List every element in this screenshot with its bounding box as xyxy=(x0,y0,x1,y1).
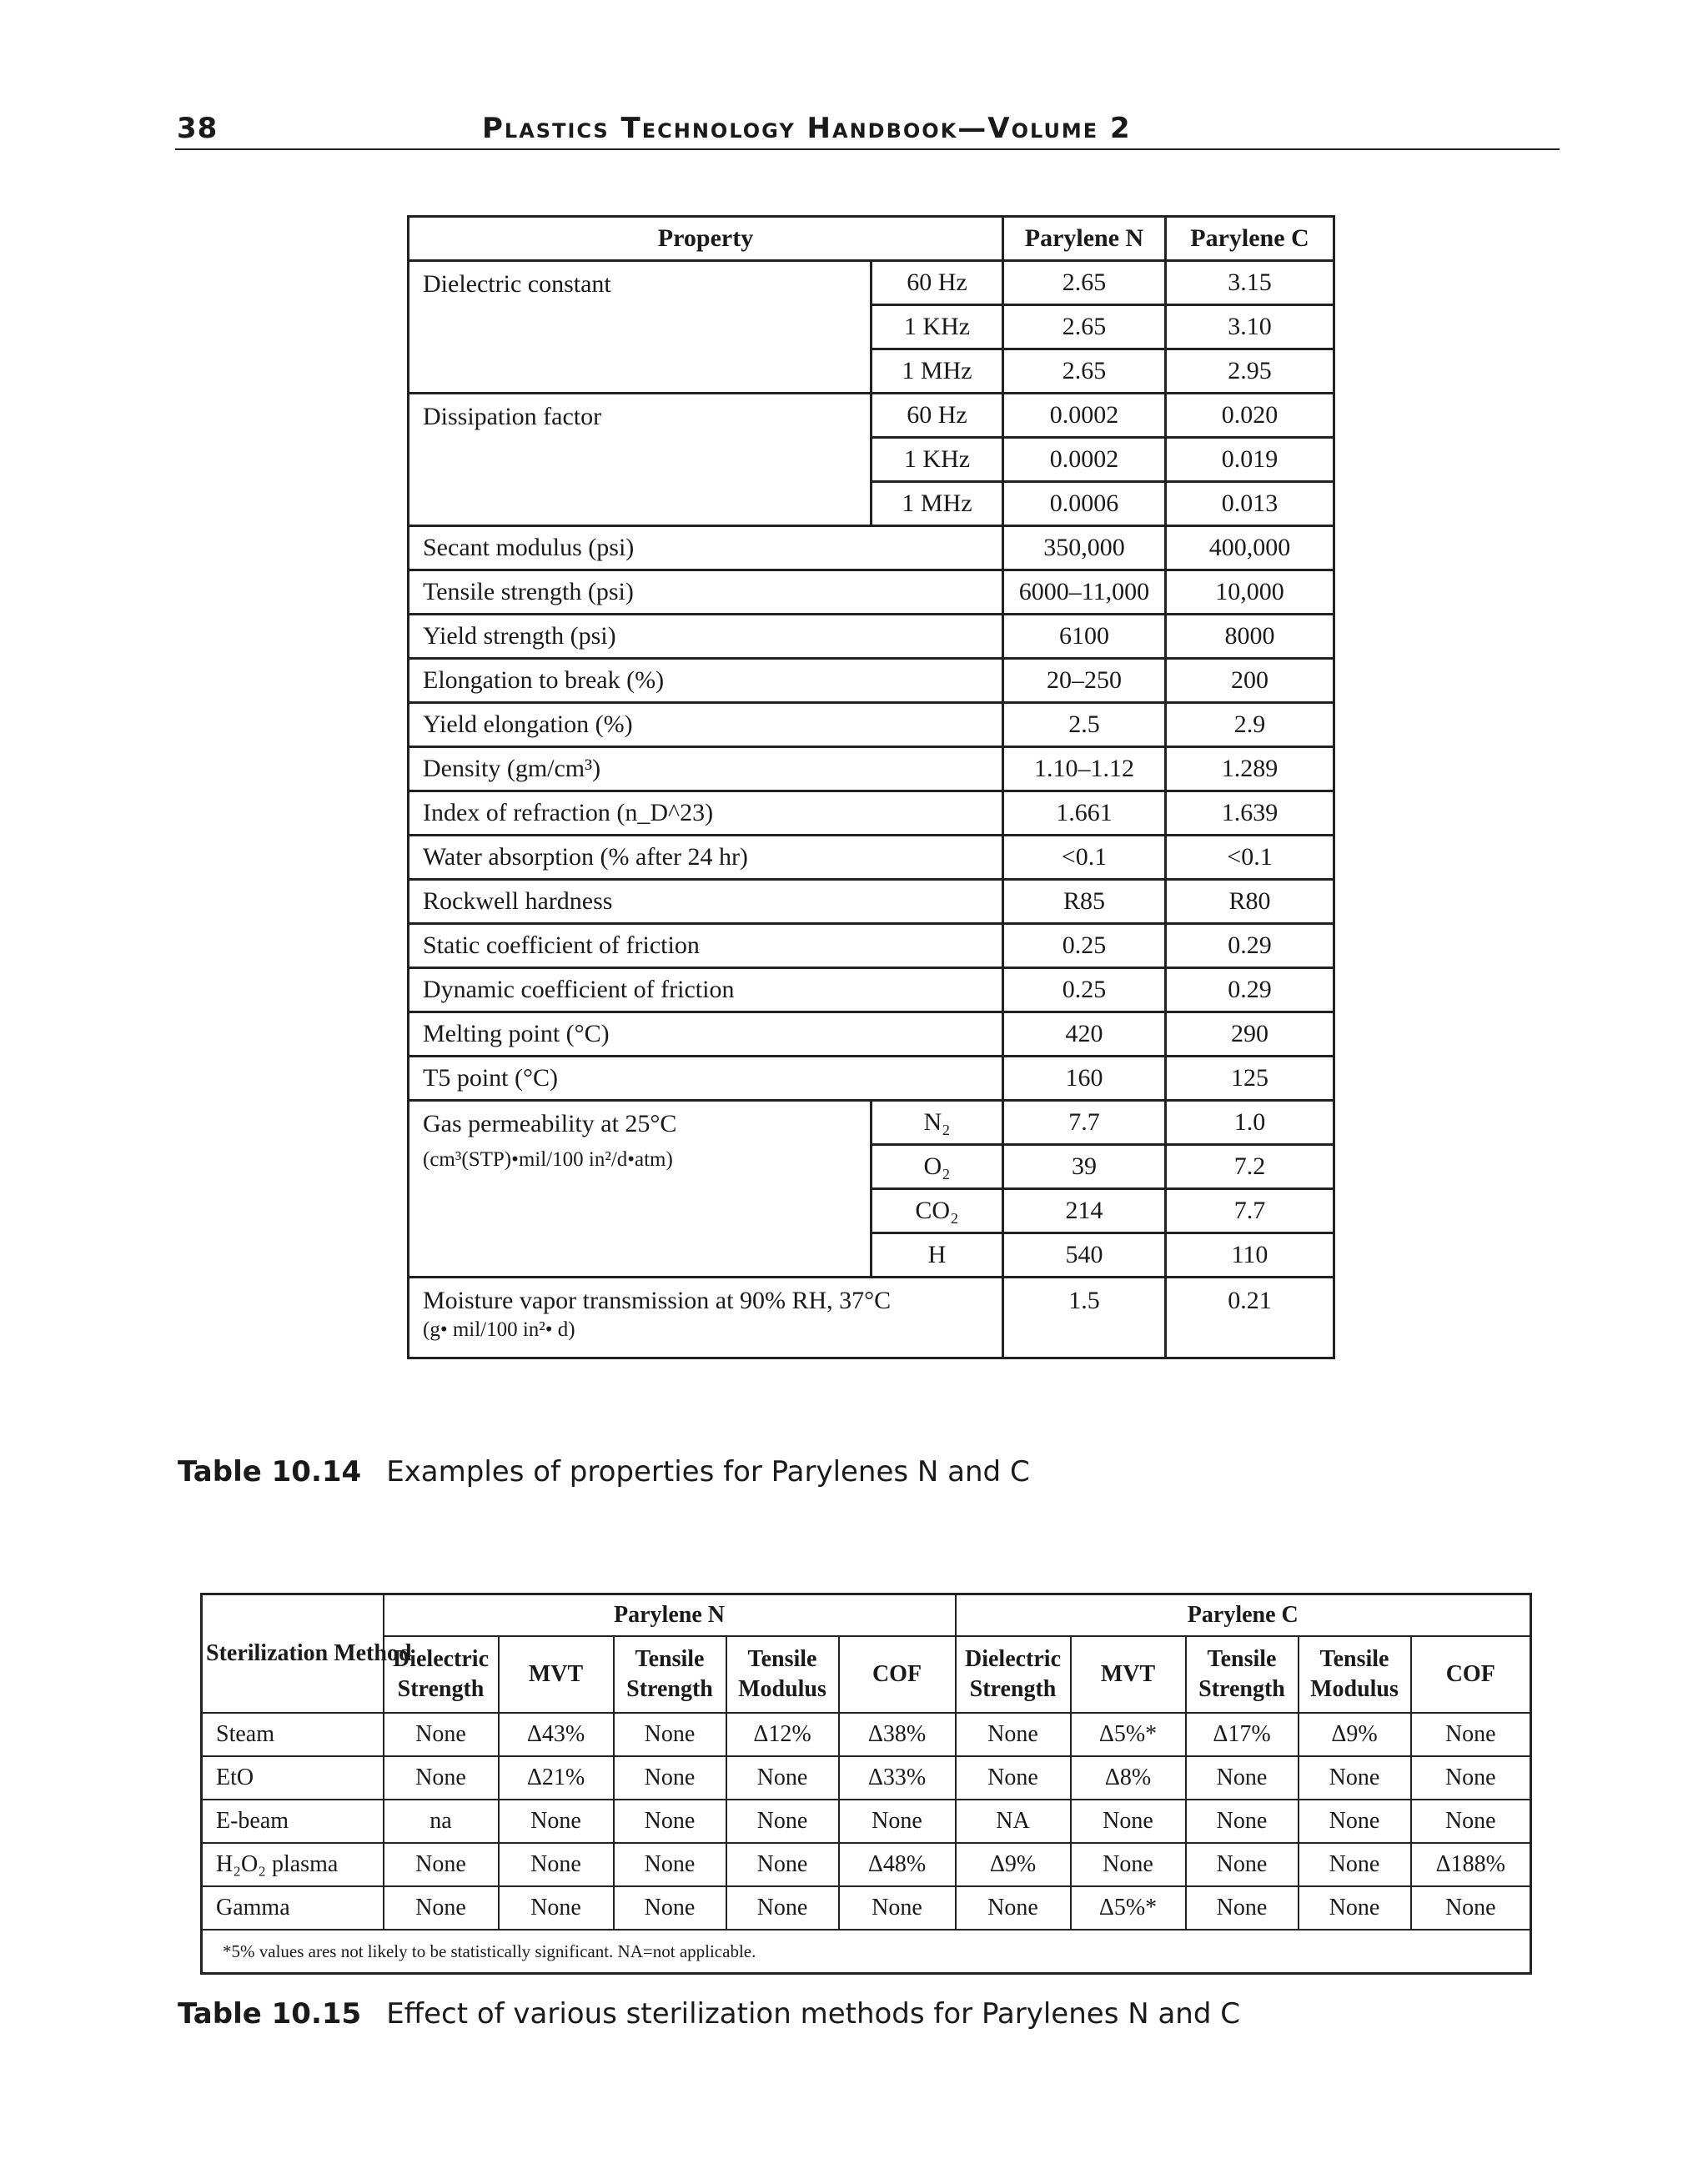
moisture-cell xyxy=(409,1278,1003,1358)
column-header: Dielectric Strength xyxy=(956,1636,1071,1713)
value-c: None xyxy=(1299,1756,1411,1800)
value-c: None xyxy=(1299,1886,1411,1930)
table-row xyxy=(409,1057,1334,1101)
property-label: Gas permeability at 25°C xyxy=(423,1110,677,1137)
table-row xyxy=(409,880,1334,924)
property-label: Yield strength (psi) xyxy=(409,615,1003,659)
method-cell: EtO xyxy=(202,1756,384,1800)
value-n: 2.65 xyxy=(1003,305,1166,349)
property-label: Dissipation factor xyxy=(409,394,872,526)
value-n: Δ38% xyxy=(839,1713,956,1756)
value-c: None xyxy=(956,1756,1071,1800)
table-row xyxy=(409,968,1334,1012)
table-footnote: *5% values ares not likely to be statistically significant. NA=not applicable. xyxy=(202,1930,1531,1974)
value-c: 1.639 xyxy=(1166,791,1334,836)
value-c: 200 xyxy=(1166,659,1334,703)
property-label: Yield elongation (%) xyxy=(409,703,1003,747)
value-n: 39 xyxy=(1003,1145,1166,1189)
value-c: None xyxy=(1186,1756,1299,1800)
value-c: None xyxy=(1411,1800,1531,1843)
caption-number: Table 10.14 xyxy=(178,1455,362,1489)
value-n: 2.5 xyxy=(1003,703,1166,747)
condition-cell: H xyxy=(872,1233,1003,1278)
column-header: MVT xyxy=(1071,1636,1186,1713)
value-n: 0.0002 xyxy=(1003,438,1166,482)
value-n: 6100 xyxy=(1003,615,1166,659)
value-n: <0.1 xyxy=(1003,836,1166,880)
table-row xyxy=(409,1012,1334,1057)
column-header: Dielectric Strength xyxy=(384,1636,499,1713)
value-c: None xyxy=(1299,1800,1411,1843)
value-n: na xyxy=(384,1800,499,1843)
value-c: None xyxy=(1411,1886,1531,1930)
condition-cell: CO₂ xyxy=(872,1189,1003,1233)
table-row xyxy=(202,1800,1531,1843)
caption-text: Examples of properties for Parylenes N and C xyxy=(386,1455,1030,1489)
value-c: 400,000 xyxy=(1166,526,1334,570)
group-header-parylene-n: Parylene N xyxy=(384,1594,956,1637)
method-cell: H₂O₂ plasma xyxy=(202,1843,384,1886)
property-label: Moisture vapor transmission at 90% RH, 37°C xyxy=(423,1287,892,1314)
value-n: 1.10–1.12 xyxy=(1003,747,1166,791)
table-row xyxy=(409,659,1334,703)
value-n: Δ21% xyxy=(499,1756,614,1800)
table-row xyxy=(409,261,1334,305)
condition-cell: O₂ xyxy=(872,1145,1003,1189)
value-c: Δ5%* xyxy=(1071,1886,1186,1930)
value-c: None xyxy=(956,1886,1071,1930)
value-c: 0.21 xyxy=(1166,1278,1334,1358)
column-header: COF xyxy=(839,1636,956,1713)
column-header: Tensile Modulus xyxy=(1299,1636,1411,1713)
value-n: 1.661 xyxy=(1003,791,1166,836)
caption-text: Effect of various sterilization methods for Parylenes N and C xyxy=(386,1997,1240,2031)
value-c: Δ8% xyxy=(1071,1756,1186,1800)
value-n: 214 xyxy=(1003,1189,1166,1233)
value-n: Δ33% xyxy=(839,1756,956,1800)
value-c: Δ9% xyxy=(1299,1713,1411,1756)
value-c: None xyxy=(1071,1843,1186,1886)
property-label: T5 point (°C) xyxy=(409,1057,1003,1101)
table-row xyxy=(409,1278,1334,1358)
value-n: 2.65 xyxy=(1003,261,1166,305)
value-c: 125 xyxy=(1166,1057,1334,1101)
condition-cell: N₂ xyxy=(872,1101,1003,1145)
running-title: Plastics Technology Handbook—Volume 2 xyxy=(482,112,1132,145)
property-label: Tensile strength (psi) xyxy=(409,570,1003,615)
value-n: None xyxy=(499,1800,614,1843)
value-c: 290 xyxy=(1166,1012,1334,1057)
value-n: 0.0002 xyxy=(1003,394,1166,438)
page-number: 38 xyxy=(177,112,219,145)
value-n: None xyxy=(384,1713,499,1756)
value-n: 1.5 xyxy=(1003,1278,1166,1358)
property-units: (g• mil/100 in²• d) xyxy=(423,1318,575,1341)
value-n: None xyxy=(614,1843,726,1886)
property-label: Density (gm/cm³) xyxy=(409,747,1003,791)
condition-cell: 1 KHz xyxy=(872,305,1003,349)
value-n: None xyxy=(499,1843,614,1886)
condition-cell: 1 MHz xyxy=(872,482,1003,526)
method-cell: Gamma xyxy=(202,1886,384,1930)
value-c: R80 xyxy=(1166,880,1334,924)
value-n: None xyxy=(839,1800,956,1843)
property-units: (cm³(STP)•mil/100 in²/d•atm) xyxy=(423,1148,673,1171)
method-cell: E-beam xyxy=(202,1800,384,1843)
table-caption-2 xyxy=(178,1997,1240,2031)
header-parylene-c: Parylene C xyxy=(1166,217,1334,261)
table-row xyxy=(409,924,1334,968)
value-n: 0.25 xyxy=(1003,968,1166,1012)
table-row xyxy=(409,1101,1334,1145)
value-n: Δ12% xyxy=(726,1713,839,1756)
value-n: R85 xyxy=(1003,880,1166,924)
property-label: Dynamic coefficient of friction xyxy=(409,968,1003,1012)
value-n: Δ43% xyxy=(499,1713,614,1756)
table-caption-1 xyxy=(178,1455,1030,1489)
value-n: None xyxy=(614,1713,726,1756)
table-row xyxy=(409,394,1334,438)
column-header-row xyxy=(202,1636,1531,1713)
value-c: 2.9 xyxy=(1166,703,1334,747)
value-n: 0.25 xyxy=(1003,924,1166,968)
value-c: 1.0 xyxy=(1166,1101,1334,1145)
value-c: NA xyxy=(956,1800,1071,1843)
value-n: None xyxy=(614,1800,726,1843)
value-n: 0.0006 xyxy=(1003,482,1166,526)
value-c: Δ17% xyxy=(1186,1713,1299,1756)
column-header: Tensile Strength xyxy=(614,1636,726,1713)
value-n: 540 xyxy=(1003,1233,1166,1278)
value-c: <0.1 xyxy=(1166,836,1334,880)
group-header-parylene-c: Parylene C xyxy=(956,1594,1531,1637)
value-n: Δ48% xyxy=(839,1843,956,1886)
property-label: Dielectric constant xyxy=(409,261,872,394)
property-label: Melting point (°C) xyxy=(409,1012,1003,1057)
value-c: 3.15 xyxy=(1166,261,1334,305)
value-n: None xyxy=(384,1843,499,1886)
column-header: Tensile Strength xyxy=(1186,1636,1299,1713)
value-c: None xyxy=(956,1713,1071,1756)
value-n: None xyxy=(839,1886,956,1930)
table-row xyxy=(202,1886,1531,1930)
value-c: 10,000 xyxy=(1166,570,1334,615)
property-label: Rockwell hardness xyxy=(409,880,1003,924)
value-c: 0.019 xyxy=(1166,438,1334,482)
value-c: 8000 xyxy=(1166,615,1334,659)
table-row xyxy=(409,526,1334,570)
value-c: 0.29 xyxy=(1166,968,1334,1012)
header-parylene-n: Parylene N xyxy=(1003,217,1166,261)
condition-cell: 1 MHz xyxy=(872,349,1003,394)
method-header: Sterilization Method xyxy=(202,1594,384,1714)
table-row xyxy=(409,703,1334,747)
value-c: 0.020 xyxy=(1166,394,1334,438)
gas-permeability-cell xyxy=(409,1101,872,1278)
value-c: 7.2 xyxy=(1166,1145,1334,1189)
value-n: None xyxy=(384,1756,499,1800)
table-row xyxy=(202,1843,1531,1886)
condition-cell: 60 Hz xyxy=(872,261,1003,305)
value-n: None xyxy=(499,1886,614,1930)
group-header-row xyxy=(202,1594,1531,1637)
value-n: 6000–11,000 xyxy=(1003,570,1166,615)
table-row xyxy=(409,836,1334,880)
column-header: Tensile Modulus xyxy=(726,1636,839,1713)
table-row xyxy=(202,1713,1531,1756)
value-n: 2.65 xyxy=(1003,349,1166,394)
value-c: Δ188% xyxy=(1411,1843,1531,1886)
value-c: 110 xyxy=(1166,1233,1334,1278)
value-n: None xyxy=(726,1843,839,1886)
value-n: None xyxy=(384,1886,499,1930)
value-c: 0.013 xyxy=(1166,482,1334,526)
value-n: None xyxy=(614,1756,726,1800)
value-c: Δ9% xyxy=(956,1843,1071,1886)
value-c: None xyxy=(1411,1756,1531,1800)
value-n: 350,000 xyxy=(1003,526,1166,570)
table-row xyxy=(409,791,1334,836)
property-label: Static coefficient of friction xyxy=(409,924,1003,968)
property-label: Elongation to break (%) xyxy=(409,659,1003,703)
value-c: None xyxy=(1071,1800,1186,1843)
value-c: None xyxy=(1186,1843,1299,1886)
property-label: Index of refraction (n_D^23) xyxy=(409,791,1003,836)
running-header xyxy=(175,107,1560,150)
value-n: None xyxy=(726,1886,839,1930)
value-n: None xyxy=(614,1886,726,1930)
property-label: Water absorption (% after 24 hr) xyxy=(409,836,1003,880)
value-n: 160 xyxy=(1003,1057,1166,1101)
parylene-properties-table xyxy=(407,215,1335,1359)
method-cell: Steam xyxy=(202,1713,384,1756)
sterilization-table xyxy=(200,1593,1532,1975)
value-c: 7.7 xyxy=(1166,1189,1334,1233)
table-row xyxy=(409,615,1334,659)
column-header: COF xyxy=(1411,1636,1531,1713)
footnote-row xyxy=(202,1930,1531,1974)
condition-cell: 60 Hz xyxy=(872,394,1003,438)
table-row xyxy=(409,570,1334,615)
value-c: 1.289 xyxy=(1166,747,1334,791)
value-c: None xyxy=(1411,1713,1531,1756)
value-c: Δ5%* xyxy=(1071,1713,1186,1756)
condition-cell: 1 KHz xyxy=(872,438,1003,482)
column-header: MVT xyxy=(499,1636,614,1713)
value-n: 20–250 xyxy=(1003,659,1166,703)
value-n: 7.7 xyxy=(1003,1101,1166,1145)
value-c: 2.95 xyxy=(1166,349,1334,394)
value-c: None xyxy=(1299,1843,1411,1886)
table-row xyxy=(409,747,1334,791)
caption-number: Table 10.15 xyxy=(178,1997,362,2031)
header-property: Property xyxy=(409,217,1003,261)
value-c: None xyxy=(1186,1886,1299,1930)
value-n: None xyxy=(726,1800,839,1843)
value-n: 420 xyxy=(1003,1012,1166,1057)
value-c: None xyxy=(1186,1800,1299,1843)
table-header-row xyxy=(409,217,1334,261)
value-c: 3.10 xyxy=(1166,305,1334,349)
value-n: None xyxy=(726,1756,839,1800)
property-label: Secant modulus (psi) xyxy=(409,526,1003,570)
value-c: 0.29 xyxy=(1166,924,1334,968)
table-row xyxy=(202,1756,1531,1800)
